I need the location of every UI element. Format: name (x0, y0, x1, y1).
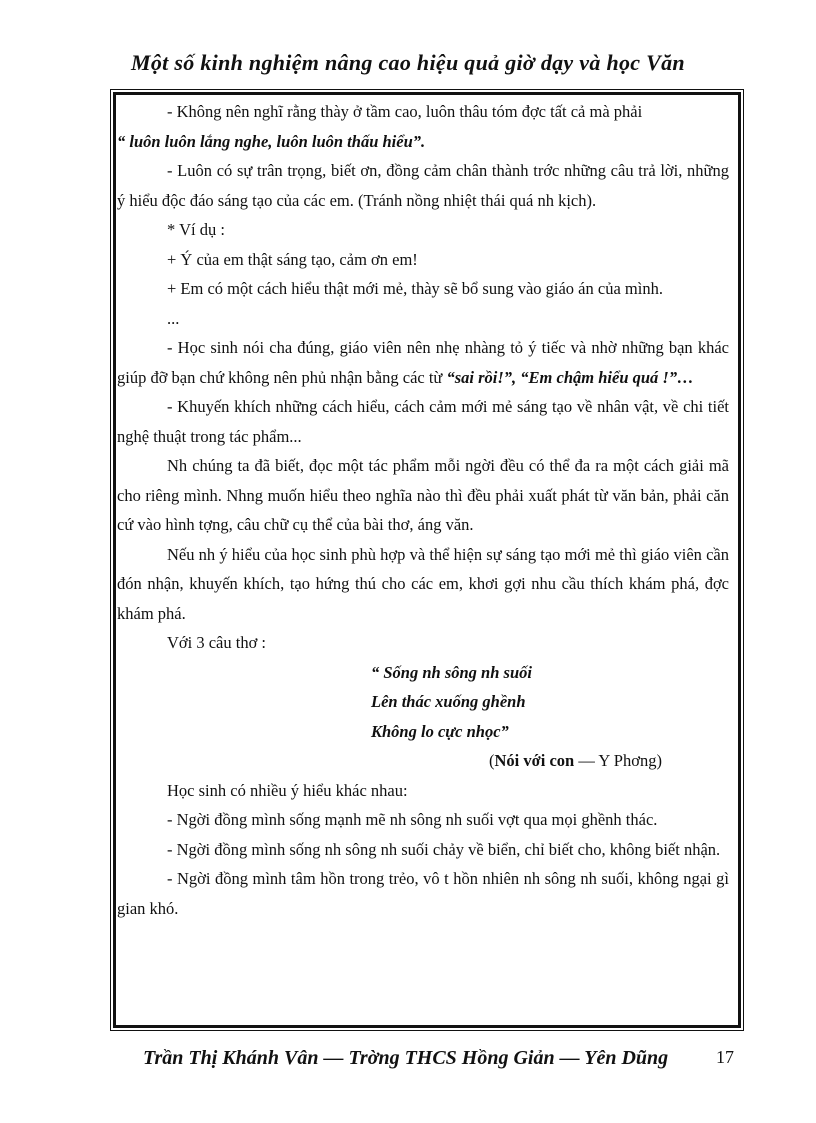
example-2: + Em có một cách hiểu thật mới mẻ, thày sẽ bổ sung vào giáo án của mình. (167, 279, 663, 298)
paragraph-5: Nh chúng ta đã biết, đọc một tác phẩm mỗi ngời đều có thể đa ra một cách giải mã cho riêng mình. Nhng muốn hiểu theo nghĩa nào thì đều phải xuất phát từ văn bản, phải căn cứ vào hình tợng, câu chữ cụ thể của bài thơ, áng văn. (117, 456, 729, 534)
paragraph-7: Học sinh có nhiều ý hiểu khác nhau: (167, 780, 408, 800)
list-item-3: - Ngời đồng mình tâm hồn trong trẻo, vô t hồn nhiên nh sông nh suối, không ngại gì gian khó. (117, 869, 729, 918)
poem-source-open: ( (489, 751, 495, 770)
poem-source-title: Nói với con (494, 751, 575, 770)
poem-source-author: — Y Phơng) (574, 751, 662, 770)
poem-line-1: “ Sống nh sông nh suối (371, 662, 532, 682)
page-number: 17 (716, 1047, 734, 1067)
paragraph-3-text: - Học sinh nói cha đúng, giáo viên nên nhẹ nhàng tỏ ý tiếc và nhờ những bạn khác giúp đỡ bạn chứ không nên phủ nhận bằng các từ (117, 338, 729, 387)
paragraph-1-quote: “ luôn luôn lắng nghe, luôn luôn thấu hiểu”. (117, 131, 426, 151)
poem-source (489, 746, 729, 776)
ellipsis: ... (167, 308, 180, 328)
paragraph-3-quote: “sai rồi!”, “Em chậm hiểu quá !”… (446, 367, 694, 387)
example-1: + Ý của em thật sáng tạo, cảm ơn em! (167, 249, 418, 269)
paragraph-1: - Không nên nghĩ rằng thày ở tầm cao, luôn thâu tóm đợc tất cả mà phải (167, 102, 643, 121)
poem-line-2: Lên thác xuống ghềnh (371, 692, 526, 711)
page-header: Một số kinh nghiệm nâng cao hiệu quả giờ dạy và học Văn (131, 50, 685, 75)
page-content (117, 97, 729, 923)
paragraph-4: - Khuyến khích những cách hiểu, cách cảm mới mẻ sáng tạo về nhân vật, về chi tiết nghệ thuật trong tác phẩm... (117, 397, 729, 446)
footer-author: Trần Thị Khánh Vân — Trờng THCS Hồng Giản — Yên Dũng (143, 1047, 669, 1069)
list-item-1: - Ngời đồng mình sống mạnh mẽ nh sông nh suối vợt qua mọi ghềnh thác. (167, 810, 658, 829)
poem-line-3: Không lo cực nhọc” (371, 721, 509, 741)
poem-intro: Với 3 câu thơ : (167, 633, 267, 652)
paragraph-6: Nếu nh ý hiểu của học sinh phù hợp và thể hiện sự sáng tạo mới mẻ thì giáo viên cần đón nhận, khuyến khích, tạo hứng thú cho các em, khơi gợi nhu cầu thích khám phá, đợc khám phá. (117, 544, 729, 623)
paragraph-2: - Luôn có sự trân trọng, biết ơn, đồng cảm chân thành trớc những câu trả lời, những ý hiểu độc đáo sáng tạo của các em. (Tránh nồng nhiệt thái quá nh kịch). (117, 161, 729, 210)
example-label: * Ví dụ : (167, 220, 225, 239)
list-item-2: - Ngời đồng mình sống nh sông nh suối chảy về biển, chỉ biết cho, không biết nhận. (167, 839, 721, 859)
paragraph-3 (117, 333, 729, 392)
